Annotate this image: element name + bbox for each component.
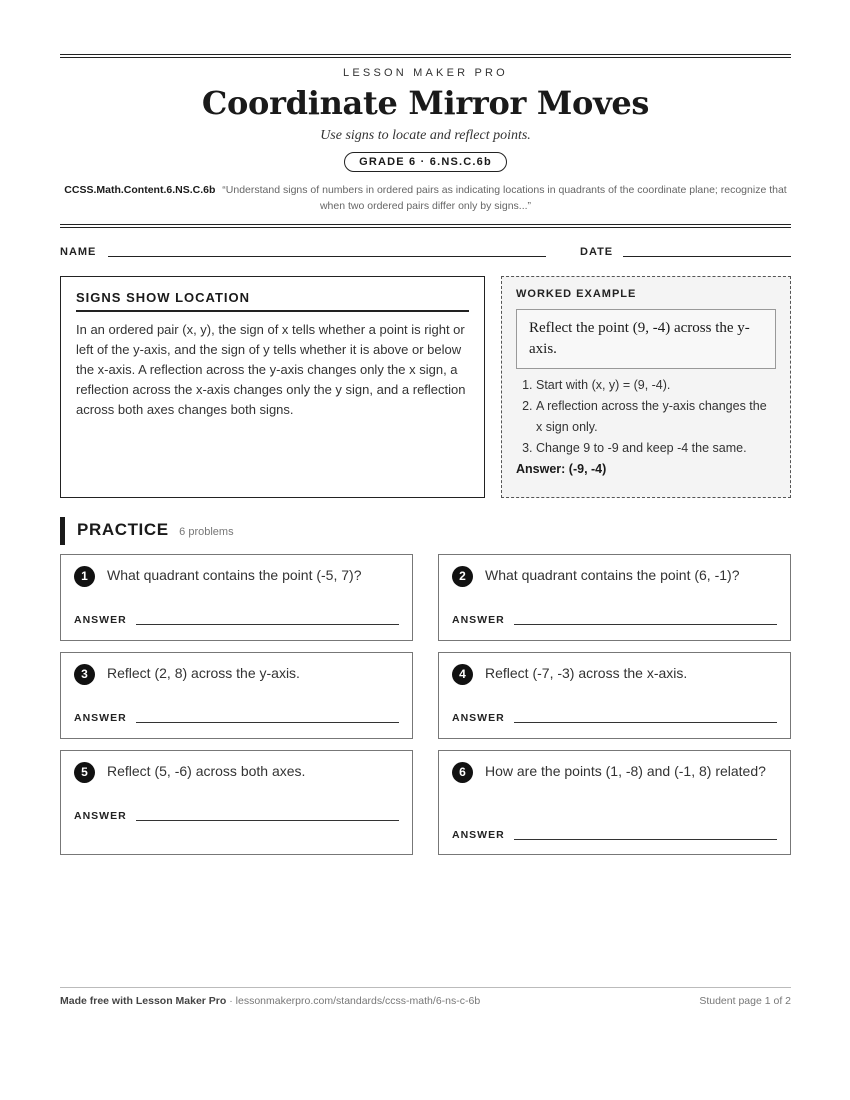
problem-card-1 xyxy=(60,554,413,641)
worked-example-step: 2. A reflection across the y-axis changes the x sign only. xyxy=(536,396,776,438)
footer-page-number: Student page 1 of 2 xyxy=(699,995,791,1007)
name-field[interactable] xyxy=(108,256,546,257)
worked-example-step: 3. Change 9 to -9 and keep -4 the same. xyxy=(536,438,776,459)
answer-label: ANSWER xyxy=(74,614,127,626)
footer-credit xyxy=(60,995,480,1007)
concept-heading: SIGNS SHOW LOCATION xyxy=(76,290,469,312)
problem-question: What quadrant contains the point (-5, 7)? xyxy=(107,567,362,583)
answer-field-5[interactable] xyxy=(136,820,399,821)
problem-card-5 xyxy=(60,750,413,855)
problem-card-4 xyxy=(438,652,791,739)
problem-number-badge: 2 xyxy=(452,566,473,587)
practice-heading xyxy=(60,517,791,545)
problem-number-badge: 3 xyxy=(74,664,95,685)
problem-question: How are the points (1, -8) and (-1, 8) related? xyxy=(485,763,766,779)
answer-label: ANSWER xyxy=(452,614,505,626)
concept-box xyxy=(60,276,485,498)
problem-number-badge: 4 xyxy=(452,664,473,685)
problem-question: Reflect (5, -6) across both axes. xyxy=(107,763,306,779)
grade-badge: GRADE 6 · 6.NS.C.6b xyxy=(344,152,507,172)
worked-example-steps xyxy=(516,375,776,459)
footer-separator: · xyxy=(226,995,236,1007)
date-field[interactable] xyxy=(623,256,791,257)
problem-card-6 xyxy=(438,750,791,855)
problem-card-3 xyxy=(60,652,413,739)
answer-field-6[interactable] xyxy=(514,839,777,840)
page-subtitle: Use signs to locate and reflect points. xyxy=(320,128,531,143)
name-date-row xyxy=(60,246,791,262)
answer-field-1[interactable] xyxy=(136,624,399,625)
answer-label: ANSWER xyxy=(74,712,127,724)
problem-question: Reflect (-7, -3) across the x-axis. xyxy=(485,665,688,681)
answer-field-2[interactable] xyxy=(514,624,777,625)
problem-question: What quadrant contains the point (6, -1)? xyxy=(485,567,740,583)
practice-count: 6 problems xyxy=(179,526,234,538)
problem-number-badge: 1 xyxy=(74,566,95,587)
header-top-rule xyxy=(60,54,791,58)
worked-example-answer: Answer: (-9, -4) xyxy=(516,462,607,476)
practice-title: PRACTICE xyxy=(77,520,169,539)
name-label: NAME xyxy=(60,246,97,258)
answer-field-4[interactable] xyxy=(514,722,777,723)
date-label: DATE xyxy=(580,246,614,258)
answer-field-3[interactable] xyxy=(136,722,399,723)
page-title: Coordinate Mirror Moves xyxy=(201,84,650,122)
grade-badge-wrap xyxy=(60,152,791,172)
brand-label: LESSON MAKER PRO xyxy=(343,67,508,79)
concept-body: In an ordered pair (x, y), the sign of x tells whether a point is right or left of the y-axis, and the sign of y tells whether it is above or below the x-axis. A reflection across the y-axis changes only the x sign, a reflection across the x-axis changes only the y sign, and a reflection across both axes changes both signs. xyxy=(76,322,466,417)
footer-made-with: Made free with Lesson Maker Pro xyxy=(60,995,227,1007)
answer-label: ANSWER xyxy=(452,829,505,841)
worksheet-page xyxy=(60,0,791,1100)
problem-number-badge: 5 xyxy=(74,762,95,783)
worked-example-heading: WORKED EXAMPLE xyxy=(516,288,637,300)
worked-example-step: 1. Start with (x, y) = (9, -4). xyxy=(536,375,776,396)
problem-question: Reflect (2, 8) across the y-axis. xyxy=(107,665,300,681)
footer-rule xyxy=(60,987,791,988)
worked-example-box xyxy=(501,276,791,498)
problem-number-badge: 6 xyxy=(452,762,473,783)
answer-label: ANSWER xyxy=(452,712,505,724)
header-bottom-rule xyxy=(60,224,791,228)
problem-card-2 xyxy=(438,554,791,641)
footer-url[interactable]: lessonmakerpro.com/standards/ccss-math/6-ns-c-6b xyxy=(235,995,481,1007)
standard-text: “Understand signs of numbers in ordered pairs as indicating locations in quadrants of the coordinate plane; recognize that when two ordered pairs differ only by signs...” xyxy=(222,184,787,212)
worked-example-problem: Reflect the point (9, -4) across the y-axis. xyxy=(516,309,776,369)
standard-code: CCSS.Math.Content.6.NS.C.6b xyxy=(64,184,216,196)
answer-label: ANSWER xyxy=(74,810,127,822)
standard-description xyxy=(60,182,791,214)
